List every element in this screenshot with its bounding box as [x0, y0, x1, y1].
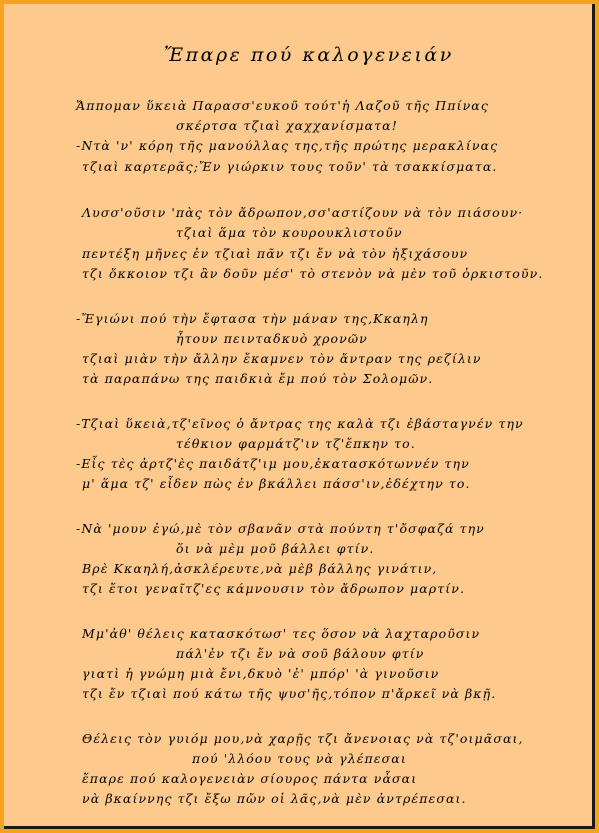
poem-line: τὰ παραπάνω της παιδκιὰ ἔμ πού τὸν Σολομῶν.: [82, 371, 434, 386]
poem-line: τζι ἔν τζιαὶ πού κάτω τῆς ψυσ'ῆς,τόπον π'ἄρκεῖ νὰ βκῇ.: [82, 686, 497, 701]
poem-line: -Ἔγιώνι πού τὴν ἔφτασα τὴν μάναν της,Κκαηλη: [76, 311, 429, 326]
poem-title: Ἔπαρε πού καλογενειάν: [164, 44, 454, 66]
poem-line: γιατὶ ἡ γνώμη μιὰ ἔνι,δκυὸ 'ἐ' μπόρ' 'ὰ γινοῦσιν: [82, 666, 440, 681]
poem-line: νὰ βκαίννης τζι ἔξω πὤν οἱ λᾶς,νὰ μὲν ἀντρέπεσαι.: [82, 791, 467, 806]
poem-line: -Τζιαὶ ὕκειὰ,τζ'εῖνος ὁ ἄντρας της καλὰ τζι ἐβάσταγνέν την: [76, 416, 524, 431]
poem-line: ἔπαρε πού καλογενειὰν σίουρος πάντα νἆσαι: [82, 771, 418, 786]
poem-line: τζιαὶ ἅμα τὸν κουρουκλιστοῦν: [176, 225, 403, 240]
poem-line: -Εἶς τὲς ἀρτζ'ὲς παιδάτζ'ιμ μου,ἐκατασκότωννέν την: [76, 456, 470, 471]
poem-line: Μμ'ἀθ' θέλεις κατασκότωσ' τες ὅσον νὰ λαχταροῦσιν: [82, 626, 481, 641]
poem-line: τζι ἔτοι γεναῖτζ'ες κάμνουσιν τὸν ἄδρωπον μαρτίν.: [82, 581, 466, 596]
poem-line: πάλ'ἐν τζι ἔν νὰ σοῦ βάλουν φτίν: [176, 646, 425, 661]
poem-line: ἦτουν πεινταδκυὸ χρονῶν: [176, 331, 368, 346]
poem-line: Λυσσ'οῦσιν 'πὰς τὸν ἄδρωπον,σσ'αστίζουν νὰ τὸν πιάσουν·: [82, 205, 524, 220]
poem-line: μ' ἅμα τζ' εἶδεν πὼς ἐν βκάλλει πάσσ'ιν,ἐδέχτην το.: [82, 476, 471, 491]
poem-line: -Νὰ 'μουν ἐγώ,μὲ τὸν σβανᾶν στὰ πούντη τ'ὄσφαζά την: [76, 521, 485, 536]
poem-line: τζιαὶ μιὰν τὴν ἄλλην ἔκαμνεν τὸν ἄντραν της ρεζίλιν: [82, 351, 482, 366]
poem-line: Θέλεις τὸν γυιόμ μου,νὰ χαρῇς τζι ἄνενοιας νὰ τζ'οιμᾶσαι,: [82, 731, 524, 746]
poem-line: τζι ὄκκοιον τζι ἂν δοῦν μέσ' τὸ στενὸν νὰ μὲν τοῦ ὀρκιστοῦν.: [82, 266, 544, 281]
poem-line: πεντέξη μῆνες ἐν τζιαὶ πᾶν τζι ἔν νὰ τὸν ἠξιχάσουν: [82, 246, 469, 261]
poem-line: ὅι νὰ μὲμ μοῦ βάλλει φτίν.: [176, 541, 375, 556]
poem-line: Ἄππομαν ὕκειὰ Παρασσ'ευκοῦ τούτ'ἡ Λαζοῦ τῆς Ππίνας: [76, 98, 489, 113]
poem-line: τέθκιον φαρμάτζ'ιν τζ'ἔπκην το.: [176, 436, 416, 451]
poem-line: τζιαὶ καρτερᾶς;Ἔν γιώρκιν τους τοῦν' τὰ τσακκίσματα.: [82, 159, 498, 174]
poem-line: σκέρτσα τζιαὶ χαχχανίσματα!: [176, 118, 398, 133]
poem-line: Βρὲ Κκαηλή,ἀσκλέρευτε,νὰ μὲβ βάλλης γινάτιν,: [82, 561, 438, 576]
poem-line: -Ντὰ 'ν' κόρη τῆς μανούλλας της,τῆς πρώτης μερακλίνας: [76, 138, 499, 153]
frame-shadow-right: [592, 4, 595, 829]
poem-line: πού 'λλόου τους νὰ γλέπεσαι: [192, 751, 407, 766]
frame-shadow-bottom: [4, 826, 595, 829]
